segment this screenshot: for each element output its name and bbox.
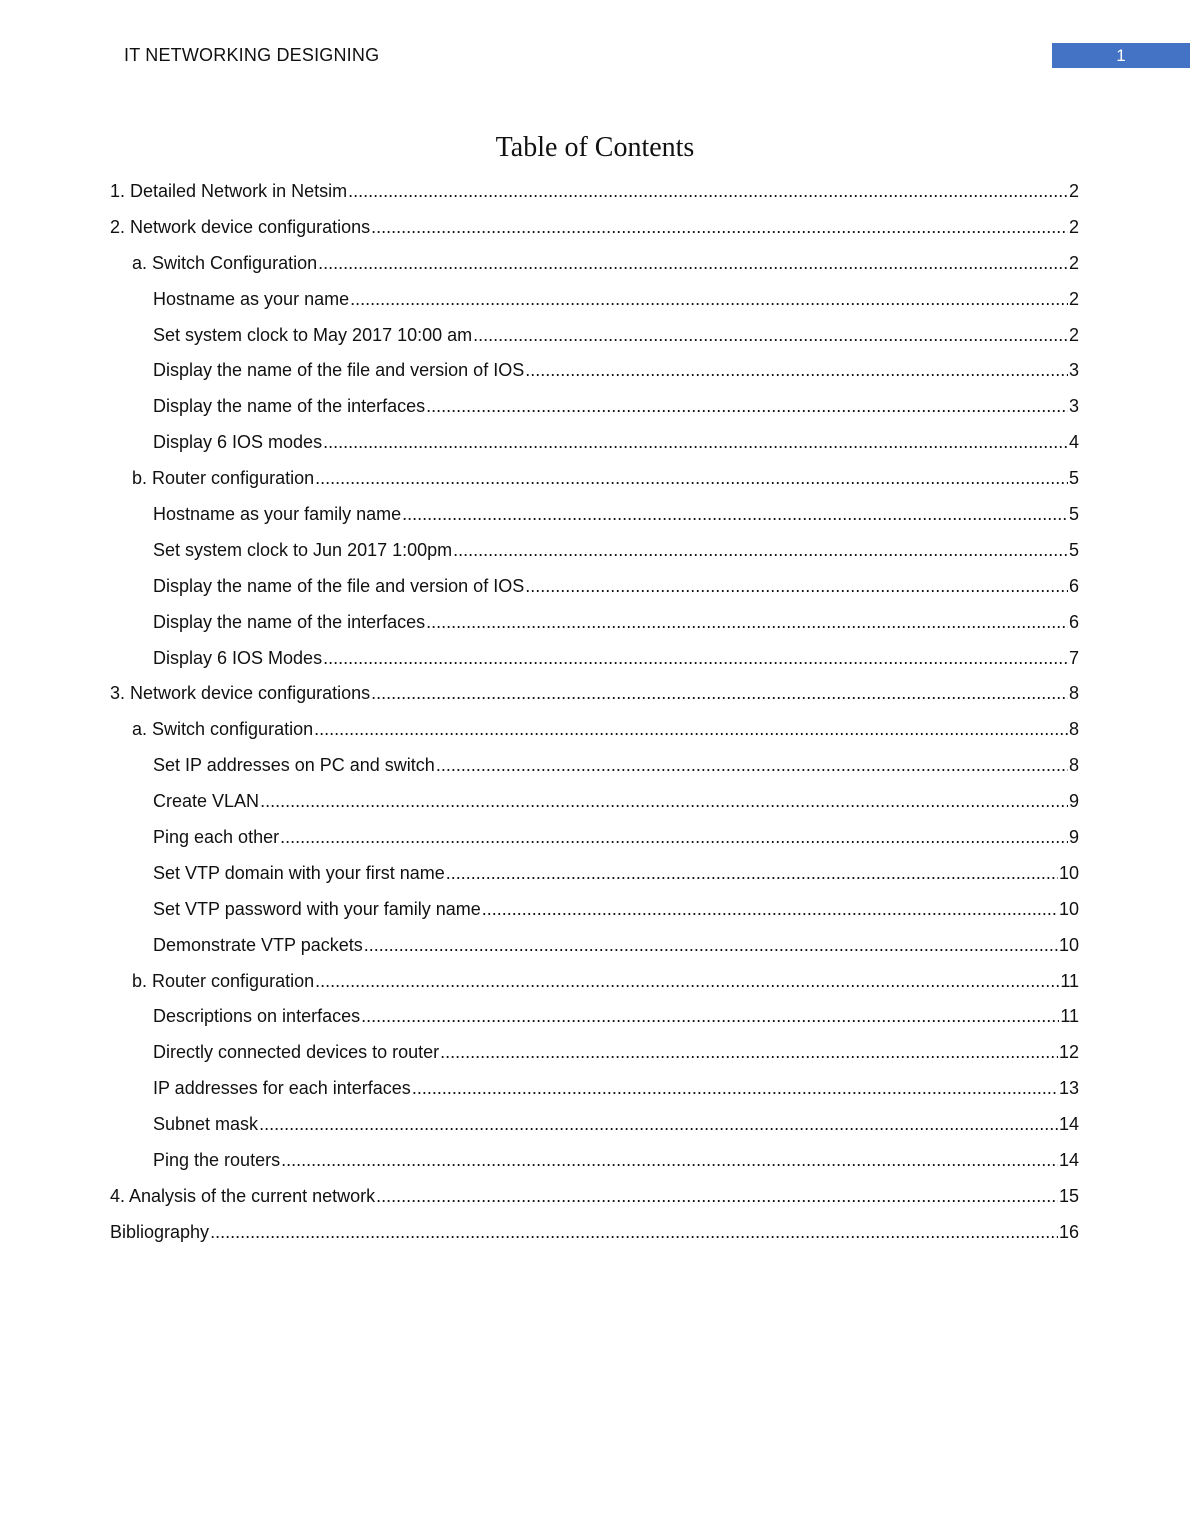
toc-dot-leader <box>350 289 1068 310</box>
toc-entry[interactable] <box>110 396 1079 432</box>
toc-entry-title: Display the name of the interfaces <box>153 611 426 632</box>
toc-dot-leader <box>280 827 1068 848</box>
toc-entry[interactable] <box>110 325 1079 361</box>
toc-dot-leader <box>315 971 1059 992</box>
page-number-badge: 1 <box>1052 43 1190 68</box>
toc-dot-leader <box>371 683 1068 704</box>
header-title: IT NETWORKING DESIGNING <box>124 45 380 65</box>
toc-entry-page-number: 10 <box>1058 898 1079 919</box>
toc-entry-title: Hostname as your name <box>153 288 350 309</box>
toc-entry-title: Subnet mask <box>153 1114 259 1135</box>
toc-entry-page-number: 2 <box>1068 181 1079 201</box>
toc-dot-leader <box>260 791 1068 812</box>
toc-entry-title: Directly connected devices to router <box>153 1042 440 1063</box>
toc-entry-page-number: 2 <box>1068 288 1079 309</box>
toc-entry[interactable] <box>110 791 1079 827</box>
toc-entry-title: 1. Detailed Network in Netsim <box>110 181 348 201</box>
toc-entry[interactable] <box>110 683 1079 719</box>
toc-entry-title: Ping each other <box>153 827 280 848</box>
toc-entry-page-number: 11 <box>1060 970 1079 991</box>
table-of-contents <box>110 181 1079 1258</box>
toc-entry[interactable] <box>110 827 1079 863</box>
toc-entry-page-number: 3 <box>1068 396 1079 417</box>
toc-entry-page-number: 5 <box>1068 539 1079 560</box>
toc-entry-page-number: 14 <box>1058 1114 1079 1135</box>
toc-entry[interactable] <box>110 576 1079 612</box>
toc-entry-page-number: 16 <box>1058 1221 1079 1242</box>
toc-entry[interactable] <box>110 360 1079 396</box>
toc-entry-page-number: 8 <box>1068 755 1079 776</box>
toc-dot-leader <box>525 360 1068 381</box>
toc-entry[interactable] <box>110 971 1079 1007</box>
toc-entry[interactable] <box>110 217 1079 253</box>
toc-entry-page-number: 7 <box>1068 647 1079 668</box>
toc-entry-title: Ping the routers <box>153 1150 281 1171</box>
toc-entry-title: Descriptions on interfaces <box>153 1006 361 1027</box>
toc-entry-page-number: 5 <box>1068 468 1079 489</box>
toc-entry-title: Set system clock to Jun 2017 1:00pm <box>153 539 453 560</box>
toc-entry-page-number: 2 <box>1068 216 1079 237</box>
toc-entry[interactable] <box>110 1042 1079 1078</box>
toc-entry[interactable] <box>110 289 1079 325</box>
toc-dot-leader <box>426 396 1068 417</box>
toc-entry[interactable] <box>110 1114 1079 1150</box>
toc-entry-title: a. Switch Configuration <box>132 252 318 273</box>
toc-entry-page-number: 10 <box>1058 934 1079 955</box>
toc-entry-title: Set IP addresses on PC and switch <box>153 755 435 776</box>
toc-entry-title: Display 6 IOS Modes <box>153 647 323 668</box>
toc-dot-leader <box>314 719 1068 740</box>
toc-entry[interactable] <box>110 181 1079 217</box>
toc-entry[interactable] <box>110 504 1079 540</box>
toc-entry-title: Set VTP password with your family name <box>153 898 481 919</box>
toc-dot-leader <box>318 253 1068 274</box>
toc-dot-leader <box>364 935 1058 956</box>
toc-entry-title: Display 6 IOS modes <box>153 432 323 453</box>
toc-entry-title: Hostname as your family name <box>153 504 402 525</box>
toc-dot-leader <box>259 1114 1058 1135</box>
toc-entry-page-number: 11 <box>1060 1006 1079 1027</box>
toc-entry[interactable] <box>110 1186 1079 1222</box>
toc-heading: Table of Contents <box>495 132 695 163</box>
toc-entry-title: Display the name of the file and version of IOS <box>153 575 525 596</box>
toc-entry-title: b. Router configuration <box>132 468 315 489</box>
toc-entry-page-number: 3 <box>1068 360 1079 381</box>
toc-dot-leader <box>473 325 1068 346</box>
toc-dot-leader <box>371 217 1068 238</box>
toc-entry[interactable] <box>110 935 1079 971</box>
toc-entry[interactable] <box>110 863 1079 899</box>
toc-entry-title: 4. Analysis of the current network <box>110 1185 376 1206</box>
toc-entry[interactable] <box>110 253 1079 289</box>
toc-entry-page-number: 5 <box>1068 504 1079 525</box>
toc-entry-page-number: 9 <box>1068 827 1079 848</box>
toc-entry-page-number: 2 <box>1068 324 1079 345</box>
toc-dot-leader <box>412 1078 1058 1099</box>
toc-entry-title: IP addresses for each interfaces <box>153 1078 411 1099</box>
toc-entry-page-number: 4 <box>1068 432 1079 453</box>
toc-entry-title: Set VTP domain with your first name <box>153 862 445 883</box>
toc-entry[interactable] <box>110 755 1079 791</box>
toc-entry[interactable] <box>110 1222 1079 1258</box>
toc-dot-leader <box>525 576 1068 597</box>
toc-dot-leader <box>402 504 1068 525</box>
toc-dot-leader <box>210 1222 1058 1243</box>
toc-entry-page-number: 14 <box>1058 1150 1079 1171</box>
toc-dot-leader <box>436 755 1068 776</box>
toc-entry-page-number: 13 <box>1058 1078 1079 1099</box>
toc-entry-page-number: 9 <box>1068 791 1079 812</box>
toc-entry-page-number: 6 <box>1068 611 1079 632</box>
toc-dot-leader <box>440 1042 1058 1063</box>
toc-dot-leader <box>482 899 1058 920</box>
toc-entry-page-number: 2 <box>1068 252 1079 273</box>
toc-entry-title: 3. Network device configurations <box>110 683 371 704</box>
toc-entry-page-number: 6 <box>1068 575 1079 596</box>
toc-entry-title: b. Router configuration <box>132 970 315 991</box>
toc-dot-leader <box>446 863 1058 884</box>
toc-entry-title: Bibliography <box>110 1221 210 1242</box>
toc-dot-leader <box>323 648 1068 669</box>
toc-entry[interactable] <box>110 1006 1079 1042</box>
toc-entry-title: a. Switch configuration <box>132 719 314 740</box>
toc-entry[interactable] <box>110 540 1079 576</box>
toc-entry[interactable] <box>110 468 1079 504</box>
toc-dot-leader <box>348 181 1068 202</box>
toc-entry-page-number: 12 <box>1058 1042 1079 1063</box>
toc-entry-title: Create VLAN <box>153 791 260 812</box>
toc-entry[interactable] <box>110 432 1079 468</box>
toc-dot-leader <box>453 540 1068 561</box>
toc-dot-leader <box>376 1186 1058 1207</box>
toc-entry-page-number: 10 <box>1058 862 1079 883</box>
toc-entry-title: Demonstrate VTP packets <box>153 934 363 955</box>
toc-entry-title: 2. Network device configurations <box>110 216 371 237</box>
toc-dot-leader <box>361 1006 1059 1027</box>
toc-entry[interactable] <box>110 1150 1079 1186</box>
toc-entry[interactable] <box>110 719 1079 755</box>
toc-entry-title: Display the name of the interfaces <box>153 396 426 417</box>
toc-dot-leader <box>323 432 1068 453</box>
toc-entry-page-number: 8 <box>1068 683 1079 704</box>
toc-entry[interactable] <box>110 648 1079 684</box>
toc-entry[interactable] <box>110 1078 1079 1114</box>
toc-dot-leader <box>281 1150 1058 1171</box>
toc-entry[interactable] <box>110 612 1079 648</box>
toc-dot-leader <box>315 468 1068 489</box>
toc-dot-leader <box>426 612 1068 633</box>
toc-entry-title: Display the name of the file and version of IOS <box>153 360 525 381</box>
toc-entry-page-number: 8 <box>1068 719 1079 740</box>
toc-entry-page-number: 15 <box>1058 1185 1079 1206</box>
toc-entry[interactable] <box>110 899 1079 935</box>
toc-entry-title: Set system clock to May 2017 10:00 am <box>153 324 473 345</box>
